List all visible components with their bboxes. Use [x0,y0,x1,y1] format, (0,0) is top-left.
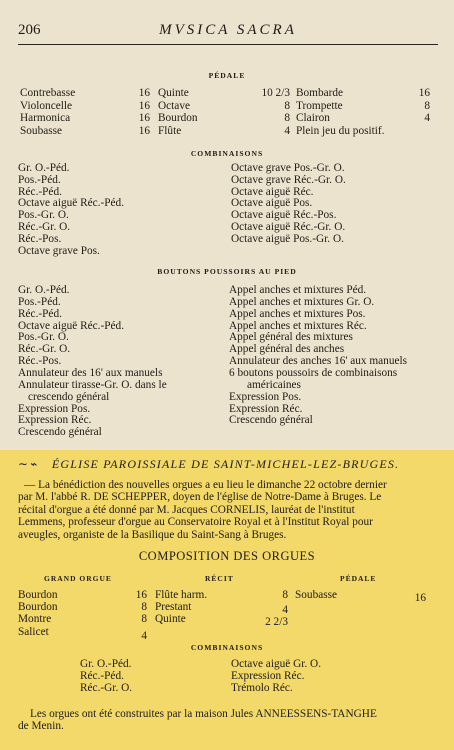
stop-name: Quinte [155,613,186,626]
stop-name: Quinte [158,87,189,99]
combination-item: Gr. O.-Péd. [80,658,132,670]
paragraph-line: Lemmens, professeur d'orgue au Conservatoire Royal et à l'Institut Royal pour [18,516,373,529]
combination-item: Pos.-Péd. [18,173,61,186]
combination-item: Octave aiguë Réc.-Pos. [231,209,337,222]
combination-item: Réc.-Pos. [18,232,62,245]
combination-item: Octave aiguë Réc.-Péd. [18,197,125,210]
stop-size: 4 [284,124,290,137]
pedal-button-item: Annulateur tirasse-Gr. O. dans le [18,378,167,391]
pedal-button-item: Réc.-Péd. [18,307,62,320]
article-title: ÉGLISE PAROISSIALE DE SAINT-MICHEL-LEZ-BRUGES. [51,457,400,471]
stop-size: 16 [138,99,150,112]
stop-name: Salicet [18,625,49,638]
combination-item: Réc.-Péd. [80,670,124,682]
pedal-button-item: Appel anches et mixtures Gr. O. [229,295,375,308]
pedal-button-item: 6 boutons poussoirs de combinaisons [229,366,398,379]
pedal-button-item: Octave aiguë Réc.-Péd. [18,319,125,332]
pedal-button-item: Crescendo général [229,414,313,427]
combination-item: Gr. O.-Péd. [18,162,70,174]
pedal-button-item: Appel anches et mixtures Réc. [229,319,367,332]
combination-item: Trémolo Réc. [231,682,293,694]
combination-item: Octave aiguë Réc.-Gr. O. [231,221,346,233]
pedal-button-item: Pos.-Péd. [18,295,61,308]
pedal-button-item: Appel général des anches [229,343,345,356]
closing-line: de Menin. [18,720,64,733]
stop-size [400,125,430,138]
paragraph-line: aveugles, organiste de la Basilique du Saint-Sang à Bruges. [18,528,287,541]
stop-name: Bourdon [18,601,58,614]
pedale-heading: PÉDALE [208,71,246,80]
stop-name: Bourdon [18,589,58,601]
pedal-button-item: Annulateur des 16' aux manuels [18,366,163,379]
grand-orgue-heading: GRAND ORGUE [44,574,112,583]
stop-size: 4 [282,604,288,617]
pedale-heading-2: PÉDALE [340,574,377,583]
stop-name: Bourdon [158,112,198,125]
combination-item: Réc.-Gr. O. [18,221,71,233]
pedal-button-item: Réc.-Pos. [18,355,62,368]
combination-item: Octave aiguë Réc. [231,185,314,198]
closing-line: Les orgues ont été construites par la maison Jules ANNEESSENS-TANGHE [30,708,377,720]
page-header [18,22,438,44]
stop-size: 4 [424,112,430,125]
stop-size: 16 [414,592,426,604]
header-rule [18,44,438,45]
stop-name: Soubasse [295,589,338,601]
stop-name: Clairon [296,112,330,125]
combinaisons-heading-2: COMBINAISONS [190,643,264,652]
stop-size: 16 [138,87,150,99]
combination-item: Expression Réc. [231,670,305,682]
combination-item: Octave grave Pos.-Gr. O. [231,162,345,174]
pedal-button-item: crescendo général [28,390,110,403]
pedal-button-item: Pos.-Gr. O. [18,331,69,344]
stop-size: 8 [284,112,290,125]
stop-size: 8 [282,589,288,601]
paragraph-line: récital d'orgue a été donné par M. Jacques CORNELIS, lauréat de l'institut [18,503,355,516]
combination-item: Réc.-Gr. O. [80,682,133,694]
article-title-line [18,457,438,472]
pedal-button-item: Expression Pos. [229,390,302,403]
pedal-button-item: Appel anches et mixtures Péd. [229,284,367,296]
stop-name: Prestant [155,601,192,614]
stop-name: Contrebasse [20,87,76,99]
pedal-button-item: Expression Réc. [229,402,303,415]
combination-item: Octave grave Pos. [18,244,100,257]
stop-name: Montre [18,613,52,626]
stop-name: Flûte [158,124,182,137]
stop-size: 16 [138,124,150,137]
combination-item: Octave aiguë Pos.-Gr. O. [231,232,344,245]
combinaisons-heading: COMBINAISONS [190,149,264,158]
pedal-button-item: Annulateur des anches 16' aux manuels [229,355,408,368]
composition-heading: COMPOSITION DES ORGUES [138,549,316,563]
stop-size: 8 [284,99,290,112]
stop-size: 16 [135,589,147,601]
stop-name: Harmonica [20,112,71,125]
combination-item: Réc.-Péd. [18,185,62,198]
combination-item: Octave aiguë Pos. [231,197,313,210]
pedal-button-item: Réc.-Gr. O. [18,343,71,356]
combination-item: Octave grave Réc.-Gr. O. [231,173,346,186]
stop-size: 4 [141,629,147,642]
pedal-button-item: Appel anches et mixtures Pos. [229,307,366,320]
paragraph-line: — La bénédiction des nouvelles orgues a eu lieu le dimanche 22 octobre dernier [24,479,387,491]
stop-size: 16 [418,87,430,99]
stop-name: Octave [158,99,190,112]
stop-name: Plein jeu du positif. [296,124,385,137]
pedal-button-item: Expression Réc. [18,414,92,427]
stop-name: Flûte harm. [155,589,208,601]
pedal-button-item: Appel général des mixtures [229,331,353,344]
ornament-icon: ∼⌁ [18,457,38,471]
recit-heading: RÉCIT [205,574,234,583]
pedal-button-item: américaines [247,378,301,391]
stop-size: 16 [138,112,150,125]
boutons-heading: BOUTONS POUSSOIRS AU PIED [157,267,297,276]
paragraph-line: par M. l'abbé R. DE SCHEPPER, doyen de l'église de Notre-Dame à Bruges. Le [18,491,382,504]
stop-size: 8 [141,613,147,626]
combination-item: Pos.-Gr. O. [18,209,69,222]
stop-size: 8 [424,99,430,112]
stop-name: Soubasse [20,124,63,137]
page-number: 206 [18,22,41,38]
pedal-button-item: Gr. O.-Péd. [18,284,70,296]
stop-name: Bombarde [296,87,344,99]
journal-title: MVSICA SACRA [159,22,297,38]
pedal-button-item: Crescendo général [18,426,102,439]
stop-size: 2 2/3 [265,616,288,629]
stop-size: 8 [141,601,147,614]
stop-size: 10 2/3 [261,87,290,99]
stop-name: Violoncelle [20,99,73,112]
pedal-button-item: Expression Pos. [18,402,91,415]
stop-name: Trompette [296,99,343,112]
combination-item: Octave aiguë Gr. O. [231,658,322,670]
